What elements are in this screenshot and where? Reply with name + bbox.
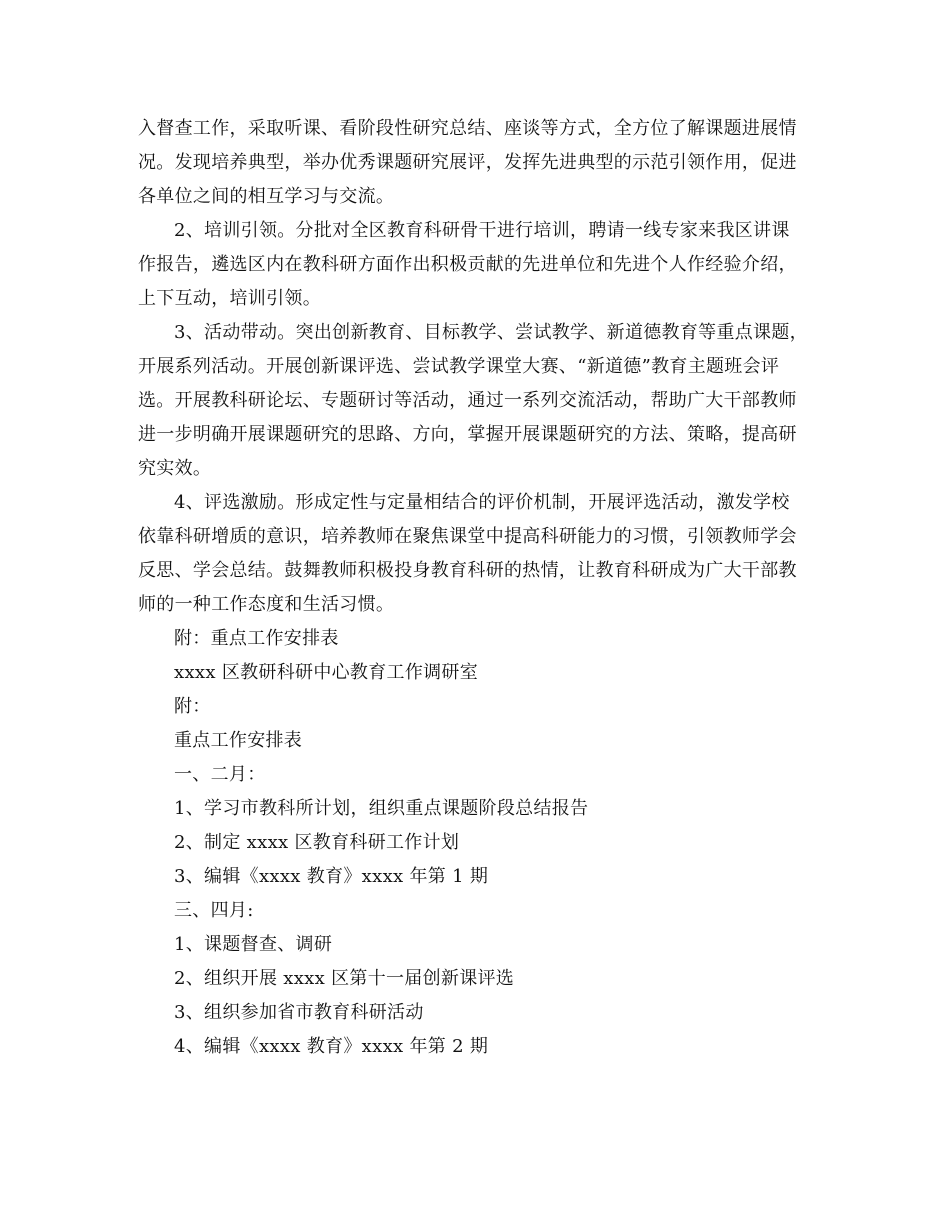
text-line: 况。发现培养典型，举办优秀课题研究展评，发挥先进典型的示范引领作用，促进 <box>138 152 797 173</box>
schedule-period-heading: 三、四月: <box>174 900 254 921</box>
schedule-item: 3、组织参加省市教育科研活动 <box>174 1002 424 1023</box>
text-line: 各单位之间的相互学习与交流。 <box>138 186 395 207</box>
schedule-item: 3、编辑《xxxx 教育》xxxx 年第 1 期 <box>174 866 489 887</box>
text-line: 依靠科研增质的意识，培养教师在聚焦课堂中提高科研能力的习惯，引领教师学会 <box>138 526 797 547</box>
schedule-item: 1、学习市教科所计划，组织重点课题阶段总结报告 <box>174 798 589 819</box>
paragraph-start-line: 2、培训引领。分批对全区教育科研骨干进行培训，聘请一线专家来我区讲课 <box>174 220 790 241</box>
text-line: 反思、学会总结。鼓舞教师积极投身教育科研的热情，让教育科研成为广大干部教 <box>138 560 797 581</box>
schedule-period-heading: 一、二月： <box>174 764 266 785</box>
attachment-note: 附：重点工作安排表 <box>174 628 339 649</box>
text-line: 开展系列活动。开展创新课评选、尝试教学课堂大赛、“新道德”教育主题班会评 <box>138 356 780 377</box>
issuing-office: xxxx 区教研科研中心教育工作调研室 <box>174 662 479 683</box>
schedule-title: 重点工作安排表 <box>174 730 303 751</box>
schedule-item: 2、制定 xxxx 区教育科研工作计划 <box>174 832 460 853</box>
attachment-label: 附： <box>174 696 211 717</box>
document-body <box>138 112 818 1064</box>
text-line: 入督查工作，采取听课、看阶段性研究总结、座谈等方式，全方位了解课题进展情 <box>138 118 797 139</box>
text-line: 作报告，遴选区内在教科研方面作出积极贡献的先进单位和先进个人作经验介绍， <box>138 254 797 275</box>
paragraph-start-line: 3、活动带动。突出创新教育、目标教学、尝试教学、新道德教育等重点课题， <box>174 322 808 343</box>
text-line: 上下互动，培训引领。 <box>138 288 321 309</box>
paragraph-start-line: 4、评选激励。形成定性与定量相结合的评价机制，开展评选活动，激发学校 <box>174 492 790 513</box>
schedule-item: 2、组织开展 xxxx 区第十一届创新课评选 <box>174 968 515 989</box>
text-line: 进一步明确开展课题研究的思路、方向，掌握开展课题研究的方法、策略，提高研 <box>138 424 797 445</box>
text-line: 究实效。 <box>138 458 212 479</box>
text-line: 选。开展教科研论坛、专题研讨等活动，通过一系列交流活动，帮助广大干部教师 <box>138 390 797 411</box>
schedule-item: 4、编辑《xxxx 教育》xxxx 年第 2 期 <box>174 1036 489 1057</box>
text-line: 师的一种工作态度和生活习惯。 <box>138 594 395 615</box>
schedule-item: 1、课题督查、调研 <box>174 934 333 955</box>
